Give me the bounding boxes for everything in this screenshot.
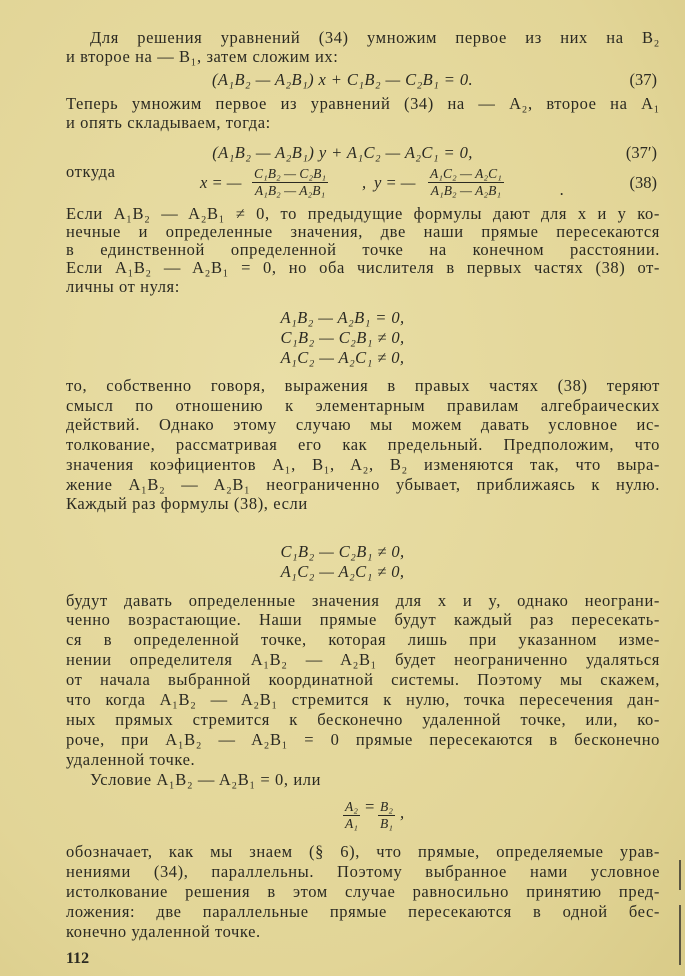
text-line: от начала выбранной координатной системы. Поэтому мы скажем, <box>66 670 660 689</box>
text-line: жение A₁B₂ — A₂B₁ неограниченно убывает, приближаясь к нулю. <box>66 475 660 494</box>
text-line: и второе на — B₁, затем сложим их: <box>66 47 339 66</box>
text-line: нениями (34), параллельны. Поэтому выбранное нами условное <box>66 862 660 881</box>
page-edge-mark <box>679 905 681 965</box>
eq38-x-fraction <box>252 166 328 199</box>
text-line: Если A₁B₂ — A₂B₁ = 0, но оба числителя в первых частях (38) от- <box>66 258 660 277</box>
text-line: конечно удаленной точке. <box>66 922 261 941</box>
denominator: A₁B₂ — A₂B₁ <box>430 183 502 198</box>
system-equation: A₁C₂ — A₂C₁ ≠ 0, <box>280 348 405 367</box>
text-line: действий. Однако этому случаю мы можем давать условное ис- <box>66 415 660 434</box>
comma: , <box>400 803 405 822</box>
system-equation: C₁B₂ — C₂B₁ ≠ 0, <box>280 542 405 561</box>
equation-37: (A₁B₂ — A₂B₁) x + C₁B₂ — C₂B₁ = 0. <box>211 70 474 89</box>
text-line: толкование, рассматривая его как предельный. Предположим, что <box>66 435 660 454</box>
numerator: B₂ <box>380 799 393 814</box>
text-line: значения коэфициентов A₁, B₁, A₂, B₂ изменяются так, что выра- <box>66 455 660 474</box>
equation-number: (37) <box>629 70 657 89</box>
equation-37-prime: (A₁B₂ — A₂B₁) y + A₁C₂ — A₂C₁ = 0, <box>212 143 473 162</box>
text-line: Условие A₁B₂ — A₂B₁ = 0, или <box>90 770 322 789</box>
text-line: нении определителя A₁B₂ — A₂B₁ будет неограниченно удаляться <box>66 650 660 669</box>
text-line: и опять складываем, тогда: <box>66 113 271 132</box>
text-line: откуда <box>66 162 116 181</box>
system-equation: A₁C₂ — A₂C₁ ≠ 0, <box>280 562 405 581</box>
text-line: личны от нуля: <box>66 277 180 296</box>
equals-sign: = <box>364 797 376 816</box>
left-fraction <box>343 799 360 832</box>
page-edge-mark <box>679 860 681 890</box>
equation-number: (38) <box>629 173 657 192</box>
text-line: то, собственно говоря, выражения в правых частях (38) теряют <box>66 376 660 395</box>
eq38-y-lhs: y = — <box>374 173 416 192</box>
eq38-x-lhs: x = — <box>200 173 242 192</box>
denominator: A₁B₂ — A₂B₁ <box>254 183 326 198</box>
text-line: роче, при A₁B₂ — A₂B₁ = 0 прямые пересекаются в бесконечно <box>66 730 660 749</box>
text-line: будут давать определенные значения для x и y, однако неограни- <box>66 591 660 610</box>
comma: , <box>362 173 367 192</box>
text-line: нечные и определенные значения, две наши прямые пересекаются <box>66 222 660 241</box>
right-fraction <box>378 799 395 832</box>
page-number: 112 <box>66 950 90 967</box>
text-line: Для решения уравнений (34) умножим первое из них на B₂ <box>90 28 660 47</box>
system-equation: C₁B₂ — C₂B₁ ≠ 0, <box>280 328 405 347</box>
denominator: A₁ <box>345 816 358 831</box>
text-line: в единственной определенной точке на конечном расстоянии. <box>66 240 660 259</box>
text-line: ся в определенной точке, которая лишь при указанном изме- <box>66 630 660 649</box>
text-line: Если A₁B₂ — A₂B₁ ≠ 0, то предыдущие формулы дают для x и y ко- <box>66 204 660 223</box>
equation-number: (37′) <box>625 143 657 162</box>
text-line: обозначает, как мы знаем (§ 6), что прямые, определяемые урав- <box>66 842 660 861</box>
text-line: что когда A₁B₂ — A₂B₁ стремится к нулю, точка пересечения дан- <box>66 690 660 709</box>
numerator: A₂ <box>345 799 358 814</box>
system-equation: A₁B₂ — A₂B₁ = 0, <box>280 308 405 327</box>
period: . <box>560 180 565 199</box>
text-line: ложения: две параллельные прямые пересекаются в одной бес- <box>66 902 660 921</box>
text-line: Каждый раз формулы (38), если <box>66 494 308 513</box>
numerator: A₁C₂ — A₂C₁ <box>430 166 502 181</box>
text-line: ченно возрастающие. Наши прямые будут каждый раз пересекать- <box>66 610 660 629</box>
text-line: истолкование решения в этом случае равносильно принятию пред- <box>66 882 660 901</box>
denominator: B₁ <box>380 816 393 831</box>
numerator: C₁B₂ — C₂B₁ <box>254 166 327 181</box>
text-line: удаленной точке. <box>66 750 196 769</box>
text-line: ных прямых стремится к бесконечно удаленной точке, или, ко- <box>66 710 660 729</box>
text-line: Теперь умножим первое из уравнений (34) на — A₂, второе на A₁ <box>66 94 660 113</box>
eq38-y-fraction <box>428 166 504 199</box>
text-line: смысл по отношению к элементарным правилам алгебраических <box>66 396 660 415</box>
